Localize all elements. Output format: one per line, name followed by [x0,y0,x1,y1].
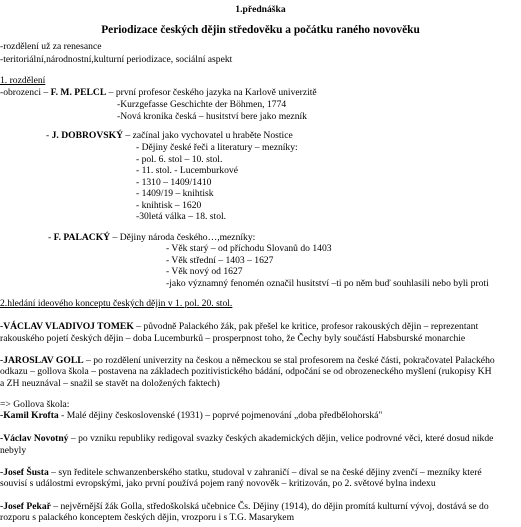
lecture-label: 1.přednáška [235,4,286,15]
goll-name: -JAROSLAV GOLL [0,355,84,366]
goll-line-3: a ZH neuznával – snažil se stavět na doložených faktech) [0,378,220,389]
section1-heading: 1. rozdělení [0,75,46,86]
novotny-name: -Václav Novotný [0,433,69,444]
tomek-line-1 [0,321,478,332]
pelcl-text: – první profesor českého jazyka na Karlově univerzitě [106,87,317,98]
goll-school-heading: => Gollova škola: [0,399,70,410]
pelcl-prefix: -obrozenci – [0,87,51,98]
goll-line-2: odkazu – gollova škola – postavena na základech pozitivistického bádání, odpočání se od obrozeneckého myšlení (rukopisy KH [0,366,492,377]
palacky-prefix: - [48,232,54,243]
dobrovsky-line [46,130,293,141]
palacky-item-3: - Věk nový od 1627 [166,266,243,277]
intro-line-1: -rozdělení už za renesance [0,41,102,52]
pekar-text: – nejvěrnější žák Golla, středoškolská učebnice Čs. Dějiny (1914), do dějin promítá kulturní vývoj, dostává se do [50,501,489,512]
tomek-text: – původně Palackého žák, pak přešel ke kritice, profesor rakouských dějin – reprezentant [133,321,479,332]
dobrovsky-name: J. DOBROVSKÝ [51,130,124,141]
palacky-text: – Dějiny národa českého…,mezníky: [110,232,256,243]
palacky-name: F. PALACKÝ [53,232,111,243]
dobrovsky-item-3: - 11. stol. - Lucemburkové [136,165,238,176]
document-title: Periodizace českých dějin středověku a počátku raného novověku [101,24,420,36]
intro-line-2: -teritoriální,národnostní,kulturní periodizace, sociální aspekt [0,54,233,65]
pekar-line-1 [0,501,489,512]
susta-text: – syn ředitele schwanzenberského statku, studoval v zahraničí – díval se na české dějiny zvenčí – mezníky které [48,467,482,478]
dobrovsky-prefix: - [46,130,52,141]
krofta-text: - Malé dějiny československé (1931) – poprvé pojmenování „doba předbělohorská" [58,410,383,421]
section2-heading: 2.hledání ideového konceptu českých dějin v 1. pol. 20. stol. [0,298,233,309]
dobrovsky-item-6: - knihtisk – 1620 [136,200,202,211]
dobrovsky-text: – začínal jako vychovatel u hraběte Nostice [123,130,293,141]
tomek-line-2: rakouského pojetí českých dějin – doba Lucemburků – prosperpnost toho, že Čechy byly součástí Habsburské monarchie [0,333,466,344]
dobrovsky-item-2: - pol. 6. stol – 10. stol. [136,154,223,165]
palacky-item-2: - Věk střední – 1403 – 1627 [166,255,274,266]
goll-text: – po rozdělení univerzity na českou a německou se stal profesorem na české části, pokračovatel Palackého [83,355,495,366]
palacky-item-4: -jako významný fenomén označil husitství –ti po něm buď souhlasili nebo byli proti [166,278,489,289]
palacky-line [48,232,255,243]
dobrovsky-item-7: -30letá válka – 18. stol. [136,211,227,222]
novotny-line-1 [0,433,493,444]
palacky-item-1: - Věk starý – od příchodu Slovanů do 1403 [166,243,332,254]
pelcl-work-2: -Nová kronika česká – husitství bere jako mezník [117,111,307,122]
susta-line-2: souvisí s událostmi evropskými, jako první používá pojem raný novověk – kritizován, po 2. světové bylna indexu [0,478,436,489]
krofta-name: -Kamil Krofta [0,410,59,421]
pekar-line-2: rozporu s palackého konceptem českých dějin, vrozporu i s T.G. Masarykem [0,512,295,523]
novotny-text: – po vzniku republiky redigoval svazky českých akademických dějin, velice podrovné věci, které dosud nikde [68,433,494,444]
susta-name: -Josef Šusta [0,467,49,478]
tomek-name: -VÁCLAV VLADIVOJ TOMEK [0,321,134,332]
susta-line-1 [0,467,482,478]
pelcl-work-1: -Kurzgefasse Geschichte der Böhmen, 1774 [117,99,287,110]
krofta-line [0,410,382,421]
dobrovsky-item-5: - 1409/19 – knihtisk [136,188,214,199]
dobrovsky-item-4: - 1310 – 1409/1410 [136,177,212,188]
pelcl-line [0,87,317,98]
novotny-line-2: nebyly [0,445,27,456]
pelcl-name: F. M. PELCL [50,87,107,98]
pekar-name: -Josef Pekař [0,501,51,512]
goll-line-1 [0,355,495,366]
dobrovsky-item-1: - Dějiny české řeči a literatury – mezníky: [136,142,298,153]
